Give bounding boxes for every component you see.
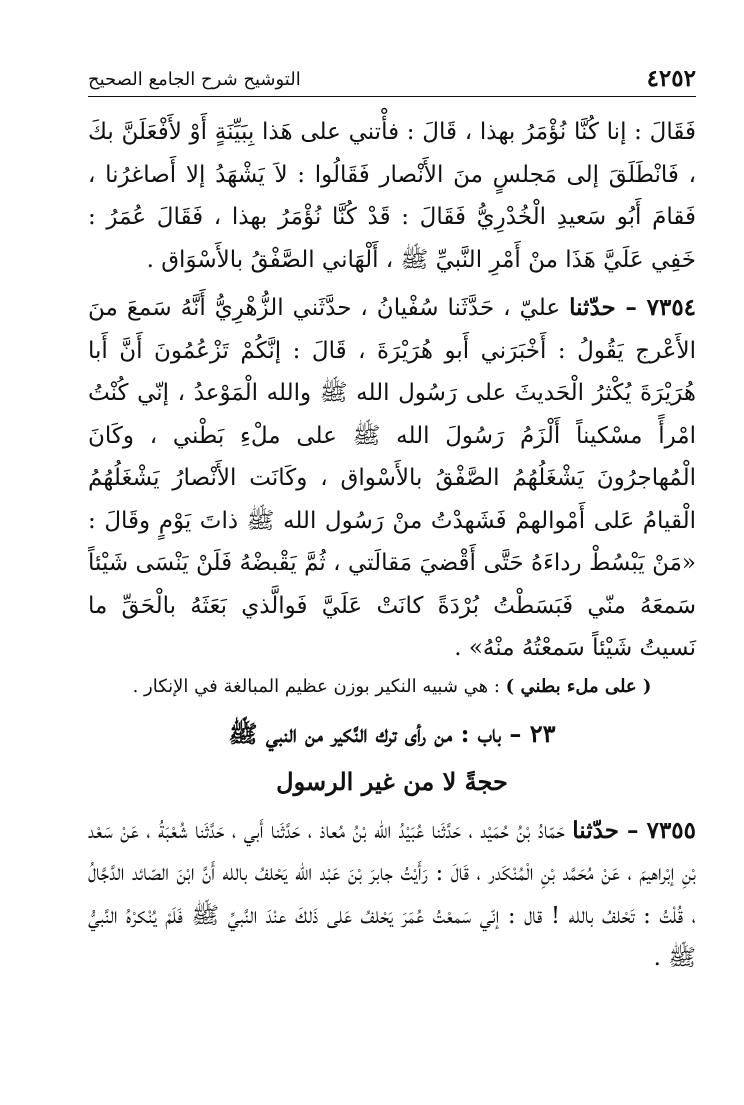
intro-paragraph: فَقَالَ : إنا كُنَّا نُؤْمَرُ بهذا ، قَالَ : فأْتني على هَذا بِبَيِّنَةٍ أَوْ لأَفْعَلَنَّ بكَ ، فَانْطَلَقَ إلى مَجلسٍ منَ الأَنْصار فَقَالُوا : لاَ يَشْهَدُ إلا أَصاغرُنا ، فَقامَ أَبُو سَعيدِ الْخُدْرِيُّ فَقَالَ : قَدْ كُنَّا نُؤْمَرُ بهذا ، فَقَالَ عُمَرُ : خَفِي عَلَيَّ هَذَا منْ أَمْرِ النَّبيِّ ﷺ ، أَلْهَاني الصَّفْقُ بالأَسْوَاق . (88, 119, 696, 273)
page-header (88, 62, 696, 97)
hadith-7355-text: حَمّادُ بْنُ حُمَيْد ، حَدَّثَنا عُبَيْدُ الله بْنُ مُعاذ ، حَدَّثَنا أَبي ، حَدَّثَنا شُعْبَةُ ، عَنْ سَعْد بْنِ إبْراهيمَ ، عَنْ مُحَمَّد بْنِ الْمُنْكَدر ، قَالَ : رَأَيْتُ جابرَ بْنَ عَبْد الله يَحْلفُ بالله أَنَّ ابْنَ الصّائد الدَّجَّالُ ، قُلْتُ : تَحْلفُ بالله ! قال : إنّي سَمعْتُ عُمَرَ يَحْلفُ عَلى ذَلكَ عنْدَ النَّبيِّ ﷺ فَلَمْ يُنْكرْهُ النَّبيُّ ﷺ . (88, 817, 696, 971)
hadith-7354 (88, 287, 696, 670)
hadith-7354-number: ٧٣٥٤ – حدّثنا (569, 294, 697, 321)
page-number: ٤٢٥٢ (646, 65, 696, 92)
book-page (88, 62, 696, 980)
hadith-7354-text: عليّ ، حَدَّثَنا سُفْيانُ ، حدَّثَني الزُّهْرِيُّ أَنَّهُ سَمعَ منَ الأَعْرج يَقُولُ : أَخْبَرَني أَبو هُرَيْرَةَ ، قَالَ : إنَّكُمْ تَزْعُمُونَ أَنَّ أَبا هُرَيْرَةَ يُكْثرُ الْحَديثَ على رَسُول الله ﷺ والله الْمَوْعدُ ، إنّي كُنْتُ امْرأً مسْكيناً أَلْزَمُ رَسُولَ الله ﷺ على ملْءِ بَطْني ، وكَانَ الْمُهاجرُونَ يَشْغَلُهُمُ الصَّفْقُ بالأَسْواق ، وكَانَت الأَنْصارُ يَشْغَلُهُمُ الْقيامُ عَلى أَمْوالهمْ فَشَهدْتُ منْ رَسُول الله ﷺ ذاتَ يَوْمٍ وقَالَ : «مَنْ يَبْسُطْ رداءَهُ حَتَّى أَقْضيَ مَقالَتي ، ثُمَّ يَقْبضْهُ فَلَنْ يَنْسَى شَيْئاً سَمعَهُ منّي فَبَسَطْتُ بُرْدَةً كانَتْ عَلَيَّ فَوالَّذي بَعَثَهُ بالْحَقِّ ما نَسيتُ شَيْئاً سَمعْتُهُ منْهُ» . (88, 295, 696, 661)
hadith-7355 (88, 810, 696, 980)
page-body (88, 111, 696, 980)
running-title: التوشيح شرح الجامع الصحيح (88, 69, 301, 90)
explanatory-note (88, 672, 696, 702)
chapter-title-line2: حجةً لا من غير الرسول (276, 766, 508, 796)
chapter-heading (88, 710, 696, 806)
chapter-title-line1: ٢٣ – باب : من رأى ترك النَّكير من النبي ﷺ (228, 718, 556, 748)
hadith-7355-number: ٧٣٥٥ – حدّثنا (572, 816, 697, 844)
note-explanation: : هي شبيه النكير بوزن عظيم المبالغة في الإنكار . (132, 675, 500, 697)
note-term: ( على ملء بطني ) (505, 675, 652, 697)
